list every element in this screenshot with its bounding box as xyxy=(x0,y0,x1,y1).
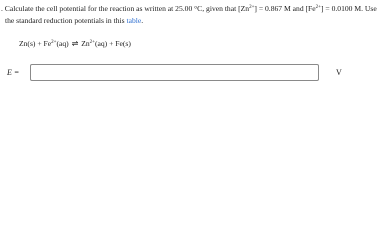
question-text-line-2 xyxy=(5,16,143,25)
reduction-potentials-table-link[interactable]: table xyxy=(126,16,142,25)
cell-potential-input[interactable] xyxy=(30,64,319,81)
answer-unit: V xyxy=(336,68,342,77)
question-text-part: . Calculate the cell potential for the reaction as written at 25.00 °C, given that [Zn xyxy=(1,4,250,13)
question-text-part: . xyxy=(141,16,144,25)
question-text-part: ] = 0.867 M and [Fe xyxy=(254,4,316,13)
zn-ion-charge: 2+ xyxy=(89,40,95,45)
reaction-product-zn: Zn xyxy=(81,39,90,48)
fe-ion-charge: 2+ xyxy=(51,40,57,45)
reaction-reactants: Zn(s) + Fe xyxy=(19,39,52,48)
reaction-equation xyxy=(19,39,131,49)
question-text-part: ] = 0.0100 M. Use xyxy=(320,4,377,13)
equilibrium-arrow-icon: ⇌ xyxy=(71,39,79,48)
answer-label: E = xyxy=(7,68,20,77)
question-text-line-1 xyxy=(1,4,377,13)
fe-ion-state: (aq) xyxy=(56,39,69,48)
reaction-products: (aq) + Fe(s) xyxy=(94,39,131,48)
question-text-part: the standard reduction potentials in this xyxy=(5,16,127,25)
zn-ion-charge: 2+ xyxy=(249,5,255,10)
fe-ion-charge: 2+ xyxy=(315,5,321,10)
